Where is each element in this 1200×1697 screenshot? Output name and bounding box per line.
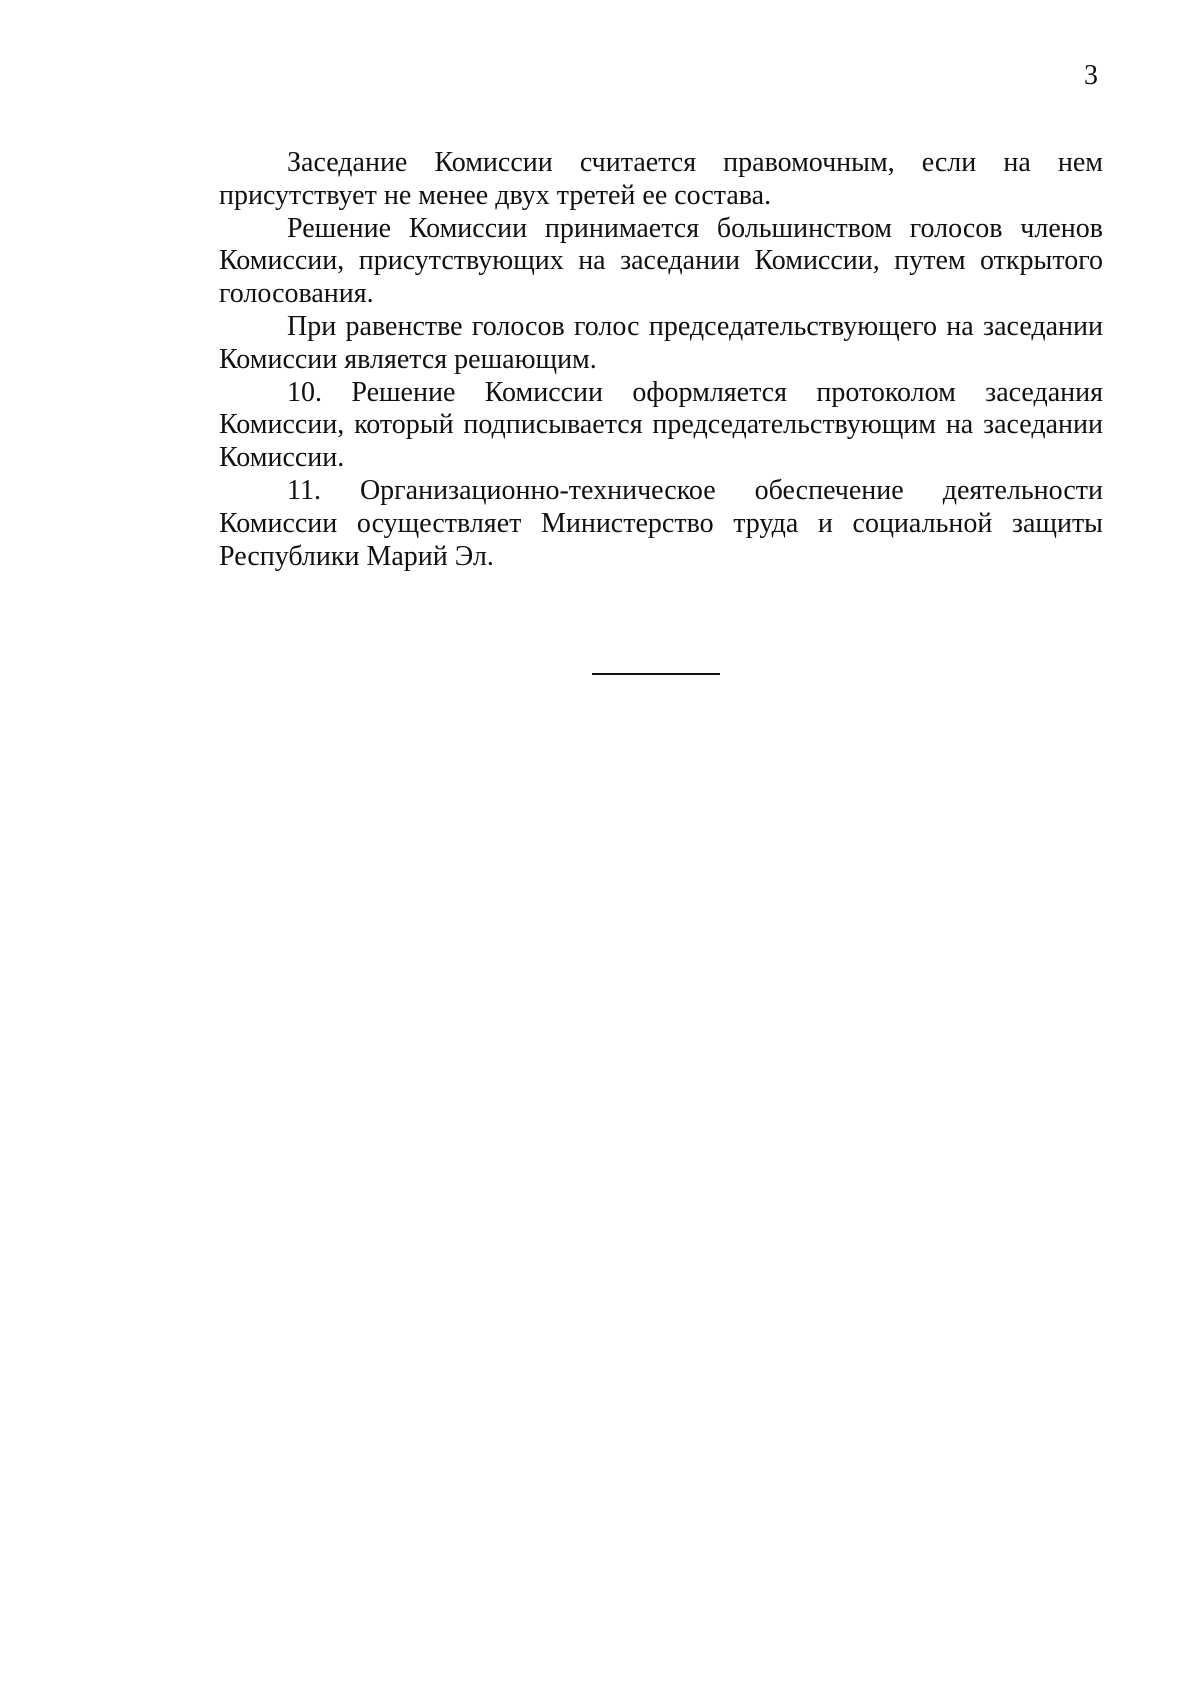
- paragraph-item-10: 10. Решение Комиссии оформляется протоколом заседания Комиссии, который подписывается председательствующим на заседании Комиссии.: [219, 376, 1103, 474]
- page-number: 3: [1084, 60, 1098, 91]
- paragraph-quorum: Заседание Комиссии считается правомочным, если на нем присутствует не менее двух третей ее состава.: [219, 147, 1103, 211]
- paragraph-tie-vote: При равенстве голосов голос председательствующего на заседании Комиссии является решающим.: [219, 310, 1103, 375]
- document-body: [219, 147, 1103, 573]
- end-of-document-rule: [592, 673, 720, 675]
- paragraph-item-11: 11. Организационно-техническое обеспечение деятельности Комиссии осуществляет Министерство труда и социальной защиты Республики Марий Эл.: [219, 474, 1103, 572]
- paragraph-decision-majority: Решение Комиссии принимается большинством голосов членов Комиссии, присутствующих на заседании Комиссии, путем открытого голосования.: [219, 212, 1103, 310]
